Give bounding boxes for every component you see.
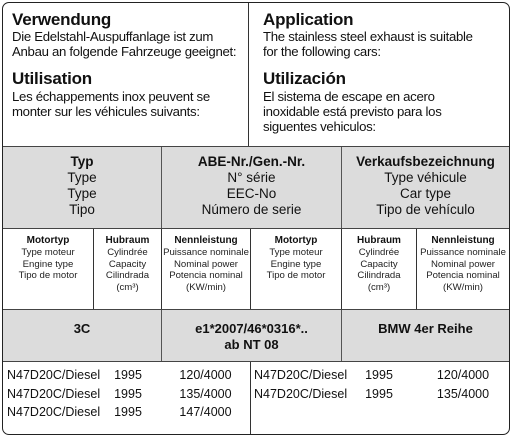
- leistung-cell: 120/4000: [436, 368, 490, 382]
- es-text-line-2: inoxidable está previsto para los: [263, 104, 442, 119]
- subheader-hubraum-right: Hubraum Cylindrée Capacity Cilindrada (cm³): [357, 235, 401, 293]
- hubraum-cell: 1995: [114, 405, 142, 419]
- de-text-line-2: Anbau an folgende Fahrzeuge geeignet:: [12, 44, 237, 59]
- en-text-line-2: for the following cars:: [263, 44, 381, 59]
- motor-cell: N47D20C/Diesel: [7, 368, 101, 382]
- leistung-cell: 120/4000: [179, 368, 232, 382]
- subheader-nennleistung-right: Nennleistung Puissance nominale Nominal power Potencia nominal (KW/min): [420, 235, 506, 293]
- fr-title: Utilisation: [12, 69, 92, 88]
- leistung-cell: 135/4000: [179, 386, 232, 401]
- table-row: [7, 403, 250, 422]
- motor-cell: N47D20C/Diesel: [7, 405, 101, 419]
- intro-divider: [248, 3, 249, 146]
- table-row: [7, 385, 250, 404]
- en-text-line-1: The stainless steel exhaust is suitable: [263, 29, 473, 44]
- vehicle-verkauf: BMW 4er Reihe: [378, 321, 473, 336]
- vehicle-abe: e1*2007/46*0316*.. ab NT 08: [195, 321, 308, 352]
- motor-cell: N47D20C/Diesel: [7, 386, 101, 401]
- hubraum-cell: 1995: [365, 386, 393, 401]
- header-abe: ABE-Nr./Gen.-Nr. N° série EEC-No Número de serie: [197, 154, 306, 217]
- data-table-right: [254, 366, 509, 403]
- es-text-line-3: siguentes vehiculos:: [263, 119, 376, 134]
- en-title: Application: [263, 10, 354, 29]
- data-table-left: [7, 366, 250, 422]
- subheader-motortyp-left: Motortyp Type moteur Engine type Tipo de motor: [18, 235, 78, 281]
- subheader-motortyp-right: Motortyp Type moteur Engine type Tipo de motor: [266, 235, 326, 281]
- hubraum-cell: 1995: [365, 368, 393, 382]
- table-row: [7, 366, 250, 385]
- leistung-cell: 135/4000: [436, 386, 490, 401]
- leistung-cell: 147/4000: [179, 405, 232, 419]
- de-title: Verwendung: [12, 10, 112, 29]
- header-verkauf: Verkaufsbezeichnung Type véhicule Car type Tipo de vehículo: [356, 154, 495, 217]
- hubraum-cell: 1995: [114, 368, 142, 382]
- table-row: [254, 366, 509, 385]
- es-text-line-1: El sistema de escape en acero: [263, 89, 435, 104]
- subheader-hubraum-left: Hubraum Cylindrée Capacity Cilindrada (cm³): [105, 235, 150, 293]
- header-typ: Typ Type Type Tipo: [67, 154, 97, 217]
- application-card: [2, 2, 510, 435]
- vehicle-typ: 3C: [73, 321, 91, 336]
- fr-text-line-2: monter sur les véhicules suivants:: [12, 104, 200, 119]
- hubraum-cell: 1995: [114, 386, 142, 401]
- table-row: [254, 385, 509, 404]
- de-text-line-1: Die Edelstahl-Auspuffanlage ist zum: [12, 29, 214, 44]
- subheader-nennleistung-left: Nennleistung Puissance nominale Nominal power Potencia nominal (KW/min): [163, 235, 249, 293]
- motor-cell: N47D20C/Diesel: [254, 368, 348, 382]
- es-title: Utilización: [263, 69, 346, 88]
- motor-cell: N47D20C/Diesel: [254, 386, 348, 401]
- fr-text-line-1: Les échappements inox peuvent se: [12, 89, 210, 104]
